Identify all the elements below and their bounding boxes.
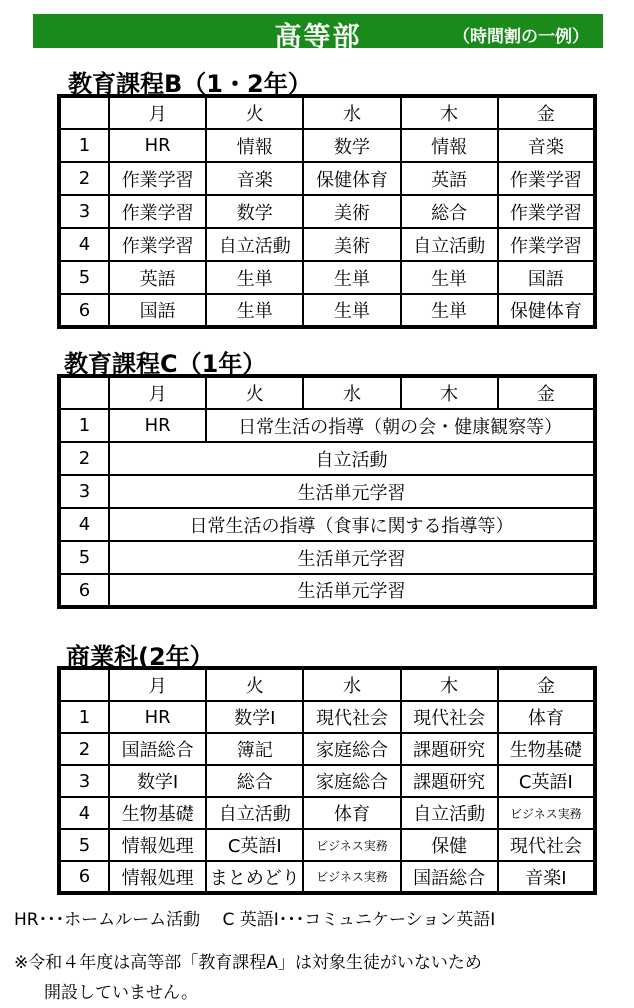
timetable-cell: 家庭総合: [303, 733, 400, 765]
table-row: [59, 765, 595, 797]
day-header: 木: [401, 96, 498, 129]
table-row: [59, 162, 595, 195]
commerce-timetable: [57, 666, 597, 895]
timetable-cell: 美術: [303, 228, 400, 261]
period-cell: 5: [59, 261, 109, 294]
period-cell: 1: [59, 701, 109, 733]
timetable-cell: 保健: [401, 829, 498, 861]
period-cell: 2: [59, 442, 109, 475]
period-header: [59, 376, 109, 409]
timetable-cell: ビジネス実務: [303, 861, 400, 893]
timetable-cell: 情報処理: [109, 861, 206, 893]
page-subtitle: （時間割の一例）: [453, 27, 589, 47]
timetable-cell: 生単: [303, 261, 400, 294]
timetable-cell: 自立活動: [206, 797, 303, 829]
period-cell: 5: [59, 541, 109, 574]
timetable-cell: 情報処理: [109, 829, 206, 861]
day-header: 水: [303, 96, 400, 129]
day-header: 金: [498, 376, 595, 409]
timetable-cell: 数学: [303, 129, 400, 162]
table-row: [59, 294, 595, 327]
period-cell: 2: [59, 733, 109, 765]
timetable-cell: 保健体育: [498, 294, 595, 327]
timetable-cell: 音楽Ⅰ: [498, 861, 595, 893]
timetable-cell: 保健体育: [303, 162, 400, 195]
table-row: [59, 409, 595, 442]
table-row: [59, 475, 595, 508]
period-cell: 6: [59, 294, 109, 327]
timetable-cell: 生物基礎: [498, 733, 595, 765]
day-header: 金: [498, 96, 595, 129]
timetable-cell: 課題研究: [401, 765, 498, 797]
period-cell: 1: [59, 129, 109, 162]
course-c-timetable: [57, 374, 597, 609]
timetable-cell: 自立活動: [401, 797, 498, 829]
timetable-cell: 生活単元学習: [109, 475, 595, 508]
timetable-cell: 美術: [303, 195, 400, 228]
day-header: 金: [498, 668, 595, 701]
course-c-title: 教育課程C（1年）: [64, 350, 267, 378]
abbreviation-note: HR･･･ホームルーム活動 C 英語Ⅰ･･･コミュニケーション英語Ⅰ: [14, 910, 496, 930]
timetable-cell: 国語総合: [401, 861, 498, 893]
table-row: [59, 829, 595, 861]
timetable-cell: 生単: [401, 294, 498, 327]
day-header: 火: [206, 96, 303, 129]
timetable-cell: 作業学習: [109, 228, 206, 261]
timetable-cell: 現代社会: [401, 701, 498, 733]
day-header: 木: [401, 668, 498, 701]
timetable-cell: 課題研究: [401, 733, 498, 765]
timetable-cell: 現代社会: [498, 829, 595, 861]
commerce-title: 商業科(2年）: [66, 643, 214, 671]
course-b-timetable: [57, 94, 597, 329]
timetable-cell: 日常生活の指導（朝の会・健康観察等）: [206, 409, 595, 442]
timetable-cell: 数学Ⅰ: [206, 701, 303, 733]
timetable-cell: 自立活動: [109, 442, 595, 475]
timetable-cell: 生単: [303, 294, 400, 327]
table-row: [59, 701, 595, 733]
period-cell: 4: [59, 228, 109, 261]
period-cell: 5: [59, 829, 109, 861]
header-banner: [33, 14, 603, 53]
timetable-cell: 国語: [498, 261, 595, 294]
table-row: [59, 228, 595, 261]
period-header: [59, 96, 109, 129]
day-header: 月: [109, 96, 206, 129]
timetable-cell: HR: [109, 409, 206, 442]
timetable-cell: 生単: [206, 294, 303, 327]
timetable-cell: ビジネス実務: [498, 797, 595, 829]
timetable-cell: 家庭総合: [303, 765, 400, 797]
timetable-cell: 自立活動: [206, 228, 303, 261]
timetable-cell: 生単: [206, 261, 303, 294]
timetable-cell: 作業学習: [498, 228, 595, 261]
timetable-cell: まとめどり: [206, 861, 303, 893]
day-header: 水: [303, 668, 400, 701]
timetable-cell: 音楽: [206, 162, 303, 195]
period-cell: 1: [59, 409, 109, 442]
timetable-cell: 生単: [401, 261, 498, 294]
period-cell: 3: [59, 195, 109, 228]
day-header: 火: [206, 376, 303, 409]
day-header: 火: [206, 668, 303, 701]
timetable-cell: 現代社会: [303, 701, 400, 733]
timetable-cell: 生活単元学習: [109, 574, 595, 607]
timetable-cell: 生物基礎: [109, 797, 206, 829]
timetable-cell: 数学: [206, 195, 303, 228]
period-cell: 2: [59, 162, 109, 195]
timetable-cell: ビジネス実務: [303, 829, 400, 861]
timetable-cell: 英語: [109, 261, 206, 294]
period-cell: 4: [59, 797, 109, 829]
page-title: 高等部: [274, 22, 362, 53]
timetable-cell: 情報: [401, 129, 498, 162]
timetable-cell: HR: [109, 129, 206, 162]
timetable-cell: 国語総合: [109, 733, 206, 765]
timetable-cell: 英語: [401, 162, 498, 195]
period-cell: 4: [59, 508, 109, 541]
timetable-cell: C英語Ⅰ: [206, 829, 303, 861]
timetable-cell: 数学Ⅰ: [109, 765, 206, 797]
period-cell: 3: [59, 765, 109, 797]
timetable-cell: 生活単元学習: [109, 541, 595, 574]
timetable-cell: HR: [109, 701, 206, 733]
period-cell: 3: [59, 475, 109, 508]
timetable-cell: 作業学習: [109, 162, 206, 195]
table-row: [59, 733, 595, 765]
day-header: 月: [109, 376, 206, 409]
day-header: 水: [303, 376, 400, 409]
timetable-cell: 体育: [303, 797, 400, 829]
timetable-cell: C英語Ⅰ: [498, 765, 595, 797]
timetable-cell: 情報: [206, 129, 303, 162]
table-row: [59, 508, 595, 541]
timetable-cell: 音楽: [498, 129, 595, 162]
timetable-cell: 体育: [498, 701, 595, 733]
timetable-cell: 自立活動: [401, 228, 498, 261]
table-row: [59, 195, 595, 228]
period-header: [59, 668, 109, 701]
table-row: [59, 442, 595, 475]
table-row: [59, 668, 595, 701]
timetable-cell: 作業学習: [109, 195, 206, 228]
day-header: 月: [109, 668, 206, 701]
table-row: [59, 541, 595, 574]
table-row: [59, 129, 595, 162]
table-row: [59, 376, 595, 409]
table-row: [59, 861, 595, 893]
table-row: [59, 96, 595, 129]
table-row: [59, 261, 595, 294]
remark-note: ※令和４年度は高等部「教育課程A」は対象生徒がいないため: [14, 953, 482, 973]
table-row: [59, 797, 595, 829]
course-b-title: 教育課程B（1・2年）: [68, 70, 312, 98]
timetable-cell: 総合: [401, 195, 498, 228]
timetable-cell: 簿記: [206, 733, 303, 765]
timetable-cell: 日常生活の指導（食事に関する指導等）: [109, 508, 595, 541]
remark-note-continued: 開設していません。: [44, 983, 199, 1003]
period-cell: 6: [59, 574, 109, 607]
period-cell: 6: [59, 861, 109, 893]
timetable-cell: 作業学習: [498, 162, 595, 195]
timetable-cell: 国語: [109, 294, 206, 327]
timetable-cell: 総合: [206, 765, 303, 797]
timetable-cell: 作業学習: [498, 195, 595, 228]
day-header: 木: [401, 376, 498, 409]
table-row: [59, 574, 595, 607]
